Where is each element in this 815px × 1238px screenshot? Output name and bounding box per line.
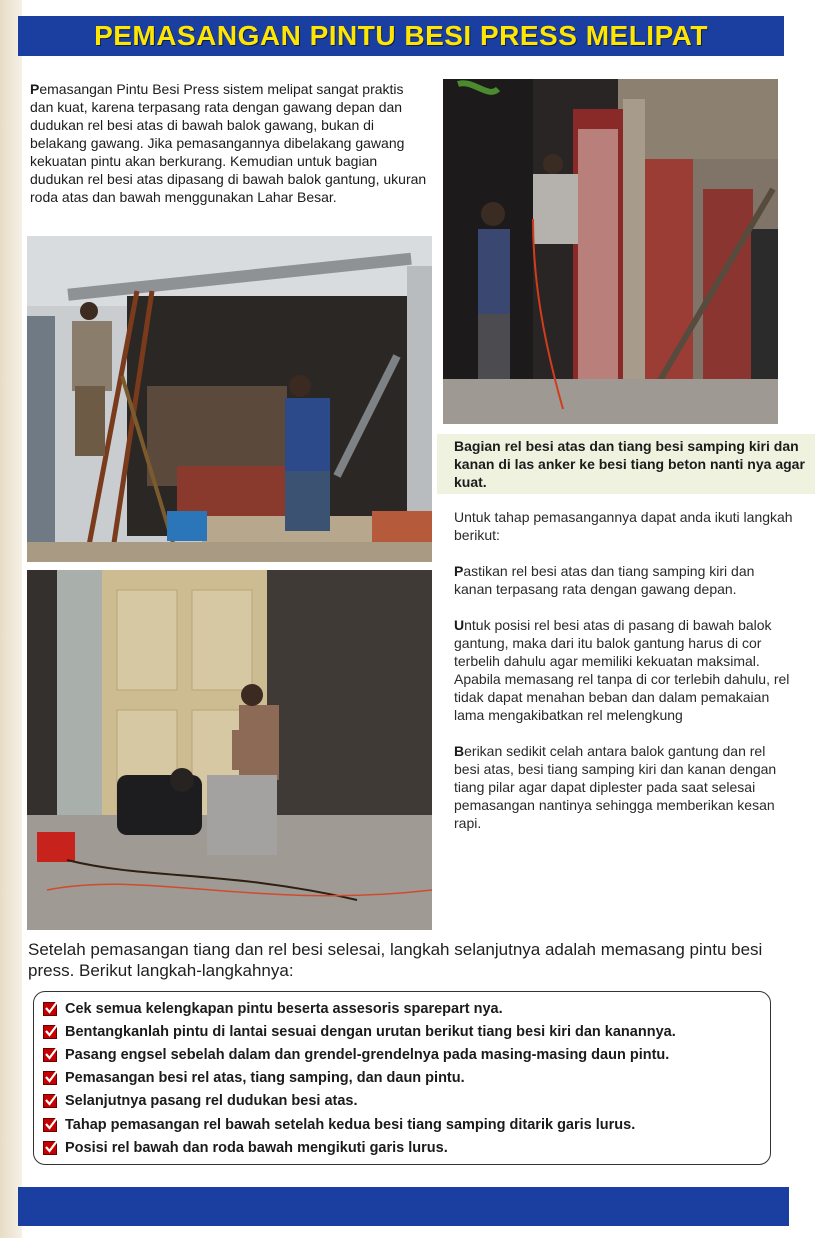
checklist-item-text: Cek semua kelengkapan pintu beserta assesoris sparepart nya.: [65, 1000, 503, 1017]
checklist-item: [43, 1043, 770, 1066]
door-install-checklist: [33, 991, 771, 1165]
side-decor-strip: [0, 0, 22, 1238]
checklist-item: [43, 1113, 770, 1136]
checkbox-checked-icon: [43, 1025, 57, 1039]
steps-lead: Untuk tahap pemasangannya dapat anda ikuti langkah berikut:: [454, 509, 793, 543]
intro-text: emasangan Pintu Besi Press sistem melipat sangat praktis dan kuat, karena terpasang rata dengan gawang depan dan dudukan rel besi atas di bawah balok gawang, bukan di belakang gawang. Jika pemasangannya dibelakang gawang kekuatan pintu akan berkurang. Kemudian untuk bagian dudukan rel besi atas dipasang di bawah balok gantung, ukuran roda atas dan bawah menggunakan Lahar Besar.: [30, 81, 427, 205]
photo-door-fitting: [27, 570, 432, 930]
intro-dropcap: P: [30, 81, 40, 97]
step-paragraph-3: [454, 742, 794, 832]
page-title: PEMASANGAN PINTU BESI PRESS MELIPAT: [94, 20, 708, 51]
checkbox-checked-icon: [43, 1141, 57, 1155]
photo-rail-welding: [443, 79, 778, 424]
installation-steps-column: [454, 508, 794, 850]
step-2-dropcap: U: [454, 617, 465, 633]
checklist-item-text: Pemasangan besi rel atas, tiang samping, dan daun pintu.: [65, 1070, 465, 1087]
checklist-item-text: Pasang engsel sebelah dalam dan grendel-grendelnya pada masing-masing daun pintu.: [65, 1046, 670, 1063]
checkbox-checked-icon: [43, 1002, 57, 1016]
checklist-item-text: Selanjutnya pasang rel dudukan besi atas.: [65, 1093, 358, 1110]
checklist-item: [43, 1020, 770, 1043]
checklist-item-text: Bentangkanlah pintu di lantai sesuai dengan urutan berikut tiang besi kiri dan kanannya.: [65, 1023, 676, 1040]
door-install-intro: Setelah pemasangan tiang dan rel besi selesai, langkah selanjutnya adalah memasang pintu besi press. Berikut langkah-langkahnya:: [28, 940, 763, 980]
step-1-text: astikan rel besi atas dan tiang samping kiri dan kanan terpasang rata dengan gawang depan.: [454, 563, 755, 597]
checkbox-checked-icon: [43, 1118, 57, 1132]
footer-banner: [18, 1187, 789, 1226]
intro-paragraph: [30, 80, 430, 206]
checklist-item-text: Posisi rel bawah dan roda bawah mengikuti garis lurus.: [65, 1139, 448, 1156]
checklist-item: [43, 1136, 770, 1159]
step-1-dropcap: P: [454, 563, 464, 579]
photo-top-rail-install: [27, 236, 432, 562]
checklist: [43, 997, 770, 1159]
checkbox-checked-icon: [43, 1048, 57, 1062]
step-paragraph-2: [454, 616, 794, 724]
checkbox-checked-icon: [43, 1071, 57, 1085]
photo-caption: Bagian rel besi atas dan tiang besi samping kiri dan kanan di las anker ke besi tiang beton nanti nya agar kuat.: [437, 434, 815, 494]
checklist-item: [43, 997, 770, 1020]
checklist-item-text: Tahap pemasangan rel bawah setelah kedua besi tiang samping ditarik garis lurus.: [65, 1116, 636, 1133]
checklist-item: [43, 1067, 770, 1090]
step-paragraph-1: [454, 562, 794, 598]
step-2-text: ntuk posisi rel besi atas di pasang di bawah balok gantung, maka dari itu balok gantung harus di cor terbelih dahulu agar memiliki kekuatan maksimal. Apabila memasang rel tanpa di cor terlebih dahulu, rel tidak dapat menahan beban dan dalam pemakaian lama mengakibatkan rel melengkung: [454, 617, 790, 723]
title-banner: [18, 16, 784, 56]
step-3-text: erikan sedikit celah antara balok gantung dan rel besi atas, besi tiang samping kiri dan kanan dengan tiang pilar agar dapat diplester pada saat selesai pemasangan nantinya sehingga memberikan kesan rapi.: [454, 743, 777, 831]
checklist-item: [43, 1090, 770, 1113]
checkbox-checked-icon: [43, 1094, 57, 1108]
step-3-dropcap: B: [454, 743, 465, 759]
